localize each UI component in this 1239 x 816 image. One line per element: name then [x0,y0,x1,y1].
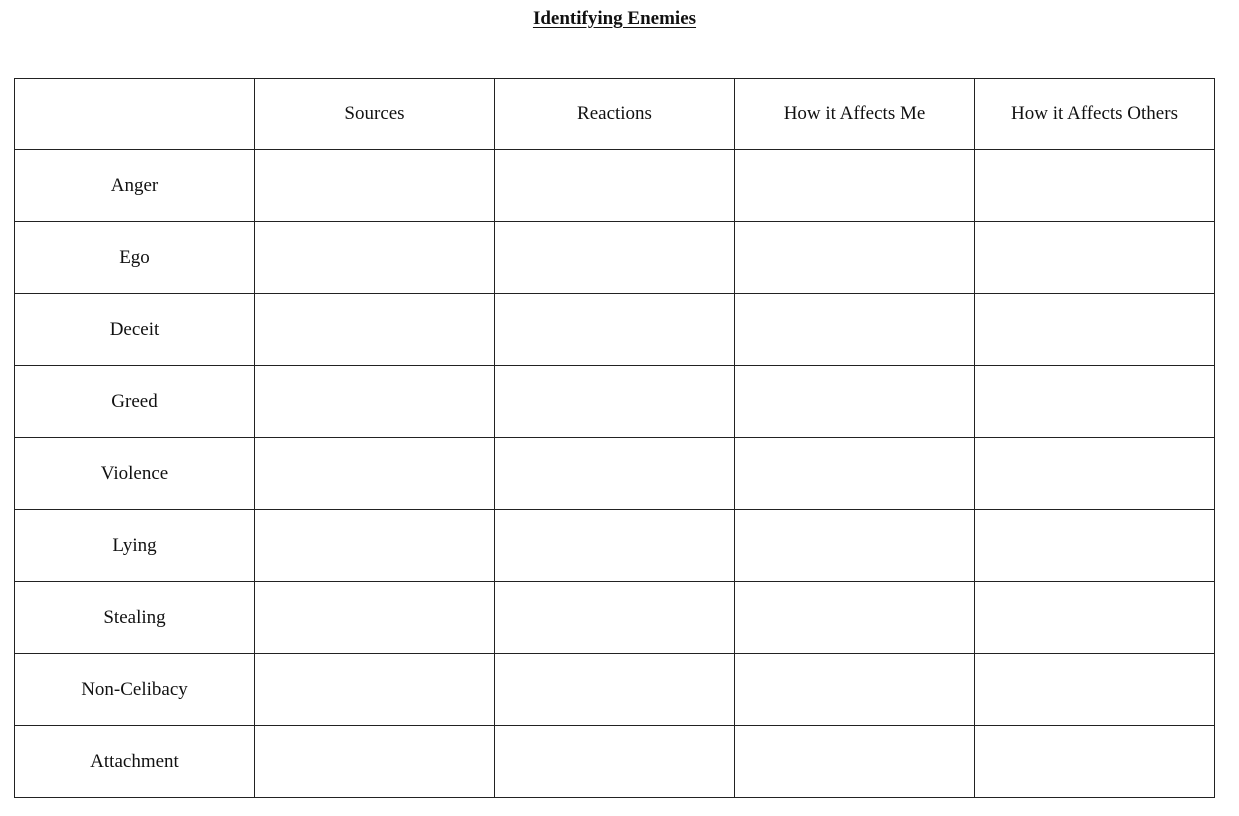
corner-header-cell [15,79,255,150]
blank-entry-cell[interactable] [975,654,1215,726]
table-row [15,438,1215,510]
header-row [15,79,1215,150]
table-row [15,366,1215,438]
blank-entry-cell[interactable] [735,150,975,222]
blank-entry-cell[interactable] [495,438,735,510]
blank-entry-cell[interactable] [255,582,495,654]
blank-entry-cell[interactable] [735,438,975,510]
blank-entry-cell[interactable] [495,222,735,294]
blank-entry-cell[interactable] [495,582,735,654]
column-header-affects-others: How it Affects Others [975,79,1215,150]
row-label-cell: Attachment [15,726,255,798]
blank-entry-cell[interactable] [255,150,495,222]
table-row [15,726,1215,798]
row-label-cell: Ego [15,222,255,294]
row-label-cell: Anger [15,150,255,222]
blank-entry-cell[interactable] [735,366,975,438]
row-label-cell: Deceit [15,294,255,366]
column-header-sources: Sources [255,79,495,150]
blank-entry-cell[interactable] [255,294,495,366]
blank-entry-cell[interactable] [975,366,1215,438]
blank-entry-cell[interactable] [975,726,1215,798]
blank-entry-cell[interactable] [735,510,975,582]
blank-entry-cell[interactable] [975,222,1215,294]
blank-entry-cell[interactable] [975,294,1215,366]
blank-entry-cell[interactable] [255,438,495,510]
row-label-cell: Greed [15,366,255,438]
enemies-table [14,78,1215,798]
blank-entry-cell[interactable] [495,294,735,366]
blank-entry-cell[interactable] [495,510,735,582]
table-row [15,222,1215,294]
page-title: Identifying Enemies [532,8,697,29]
table-row [15,582,1215,654]
blank-entry-cell[interactable] [975,582,1215,654]
column-header-affects-me: How it Affects Me [735,79,975,150]
blank-entry-cell[interactable] [255,510,495,582]
blank-entry-cell[interactable] [735,294,975,366]
blank-entry-cell[interactable] [495,366,735,438]
blank-entry-cell[interactable] [735,222,975,294]
blank-entry-cell[interactable] [495,654,735,726]
blank-entry-cell[interactable] [975,150,1215,222]
blank-entry-cell[interactable] [255,366,495,438]
blank-entry-cell[interactable] [735,582,975,654]
row-label-cell: Non-Celibacy [15,654,255,726]
blank-entry-cell[interactable] [495,150,735,222]
table-row [15,654,1215,726]
blank-entry-cell[interactable] [255,222,495,294]
column-header-reactions: Reactions [495,79,735,150]
blank-entry-cell[interactable] [495,726,735,798]
blank-entry-cell[interactable] [735,726,975,798]
table-row [15,294,1215,366]
row-label-cell: Lying [15,510,255,582]
table-body [15,150,1215,798]
row-label-cell: Violence [15,438,255,510]
blank-entry-cell[interactable] [975,510,1215,582]
blank-entry-cell[interactable] [735,654,975,726]
row-label-cell: Stealing [15,582,255,654]
blank-entry-cell[interactable] [255,654,495,726]
blank-entry-cell[interactable] [975,438,1215,510]
table-row [15,150,1215,222]
table-row [15,510,1215,582]
blank-entry-cell[interactable] [255,726,495,798]
